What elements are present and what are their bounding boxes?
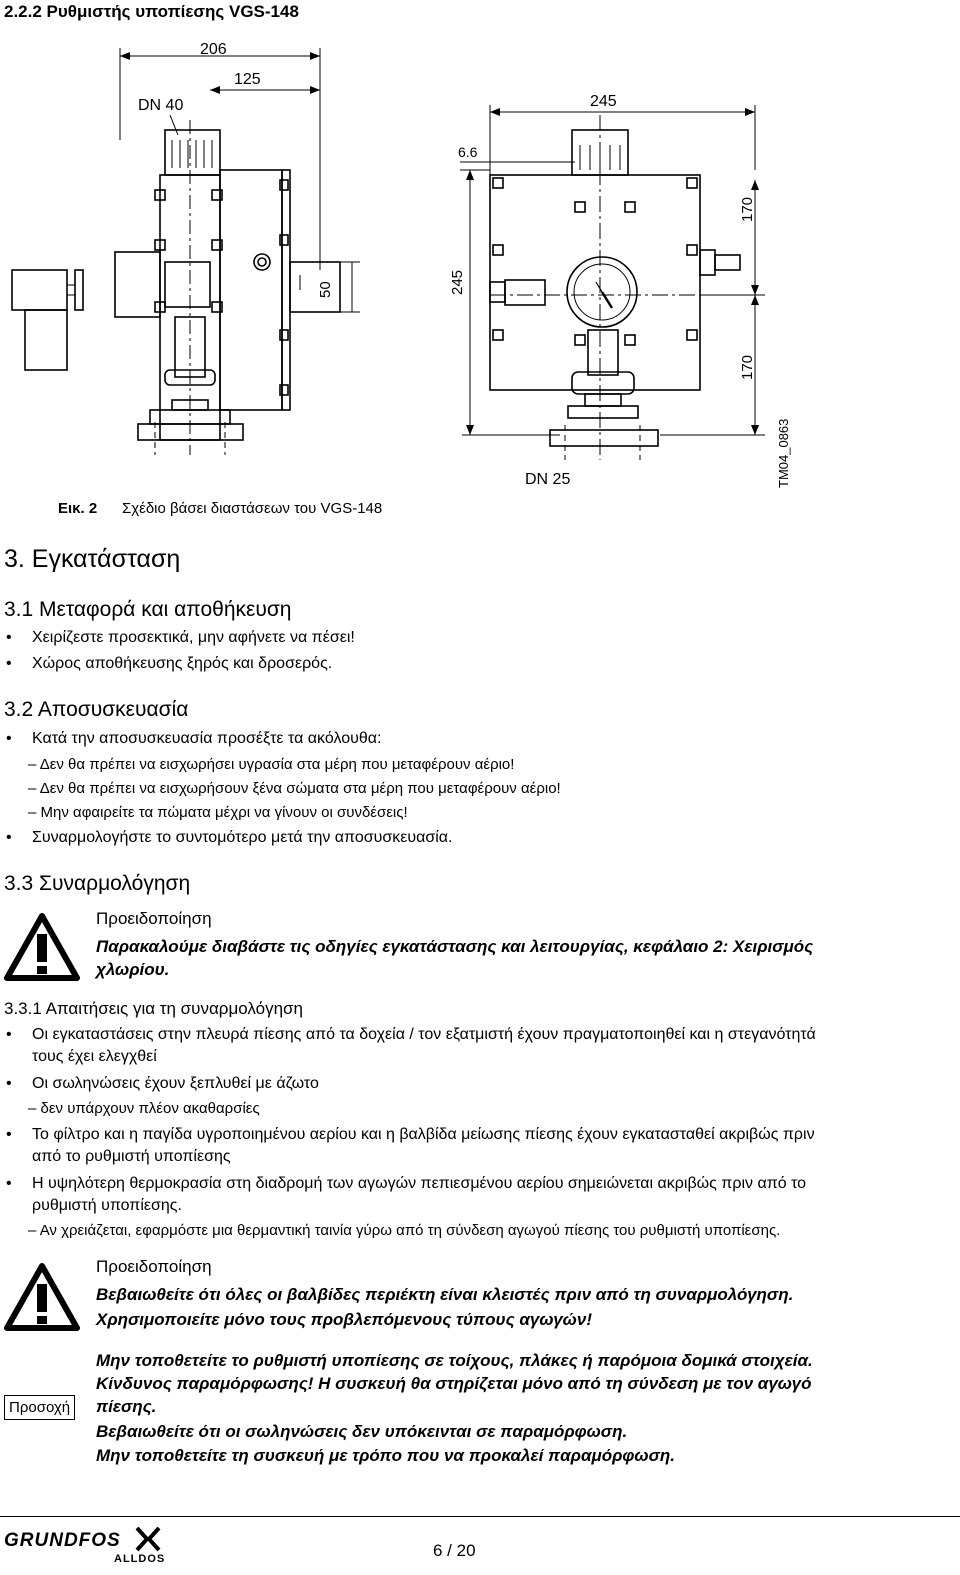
- footer-rule: [0, 1516, 960, 1517]
- warning-icon: [4, 1262, 80, 1332]
- sub-list-item: – Δεν θα πρέπει να εισχωρήσουν ξένα σώματα στα μέρη που μεταφέρουν αέριο!: [28, 780, 561, 797]
- figure-caption: Σχέδιο βάσει διαστάσεων του VGS-148: [122, 500, 383, 517]
- sub-list-item: – Αν χρειάζεται, εφαρμόστε μια θερμαντική ταινία γύρω από τη σύνδεση αγωγού πίεσης του ρυθμιστή υποπίεσης.: [28, 1222, 781, 1239]
- section-3-2-title: 3.2 Αποσυσκευασία: [4, 698, 189, 721]
- warning-text: Παρακαλούμε διαβάστε τις οδηγίες εγκατάστασης και λειτουργίας, κεφάλαιο 2: Χειρισμός: [96, 937, 814, 956]
- sub-list-item: – Δεν θα πρέπει να εισχωρήσει υγρασία στα μέρη που μεταφέρουν αέριο!: [28, 756, 515, 773]
- dim-dn25: DN 25: [525, 471, 571, 488]
- caution-badge: Προσοχή: [4, 1395, 75, 1420]
- section-heading: 2.2.2 Ρυθμιστής υποπίεσης VGS-148: [4, 2, 299, 21]
- dim-170-lower: 170: [739, 354, 756, 380]
- warning-text: χλωρίου.: [96, 960, 170, 979]
- list-item: • Κατά την αποσυσκευασία προσέξτε τα ακόλουθα:: [6, 730, 382, 747]
- section-3-1-title: 3.1 Μεταφορά και αποθήκευση: [4, 598, 292, 621]
- caution-text: Κίνδυνος παραμόρφωσης! Η συσκευή θα στηρίζεται μόνο από τη σύνδεση με τον αγωγό: [96, 1374, 812, 1393]
- section-3-3-1-title: 3.3.1 Απαιτήσεις για τη συναρμολόγηση: [4, 999, 303, 1018]
- dim-170-upper: 170: [739, 196, 756, 222]
- caution-text: Μην τοποθετείτε τη συσκευή με τρόπο που να προκαλεί παραμόρφωση.: [96, 1446, 675, 1465]
- caution-text: Μην τοποθετείτε το ρυθμιστή υποπίεσης σε τοίχους, πλάκες ή παρόμοια δομικά στοιχεία.: [96, 1351, 813, 1370]
- warning-text: Βεβαιωθείτε ότι όλες οι βαλβίδες περιέκτη είναι κλειστές πριν από τη συναρμολόγηση.: [96, 1285, 794, 1304]
- page-number: 6 / 20: [433, 1541, 476, 1560]
- dim-125: 125: [234, 71, 261, 88]
- dim-245-height: 245: [449, 269, 466, 295]
- list-item: • Χειρίζεστε προσεκτικά, μην αφήνετε να πέσει!: [6, 629, 355, 646]
- dim-206: 206: [200, 41, 227, 58]
- brand-mark-icon: [133, 1524, 163, 1554]
- sub-list-item: – Μην αφαιρείτε τα πώματα μέχρι να γίνουν οι συνδέσεις!: [28, 804, 408, 821]
- list-item: • Το φίλτρο και η παγίδα υγροποιημένου αερίου και η βαλβίδα μείωσης πίεσης έχουν εγκατασταθεί ακριβώς πριν από το ρυθμιστή υποπίεσης: [6, 1126, 815, 1165]
- section-3-title: 3. Εγκατάσταση: [4, 545, 181, 573]
- dim-6-6: 6.6: [458, 144, 478, 160]
- warning-title: Προειδοποίηση: [96, 1257, 212, 1276]
- list-item: • Χώρος αποθήκευσης ξηρός και δροσερός.: [6, 655, 333, 672]
- caution-text: πίεσης.: [96, 1397, 157, 1416]
- dim-50: 50: [317, 281, 334, 298]
- list-item: • Οι εγκαταστάσεις στην πλευρά πίεσης από τα δοχεία / τον εξατμιστή έχουν πραγματοποιηθεί και η στεγανότητά τους έχει ελεγχθεί: [6, 1026, 816, 1065]
- sub-brand: ALLDOS: [114, 1553, 166, 1565]
- list-item: • Συναρμολογήστε το συντομότερο μετά την αποσυσκευασία.: [6, 829, 453, 846]
- warning-text: Χρησιμοποιείτε μόνο τους προβλεπόμενους τύπους αγωγών!: [96, 1310, 592, 1329]
- dim-245-width: 245: [590, 93, 617, 110]
- warning-icon: [4, 912, 80, 982]
- warning-title: Προειδοποίηση: [96, 909, 212, 928]
- list-item: • Οι σωληνώσεις έχουν ξεπλυθεί με άζωτο: [6, 1075, 319, 1092]
- brand-logo: GRUNDFOS: [4, 1530, 121, 1551]
- dimension-drawing: [0, 30, 960, 500]
- list-item: • Η υψηλότερη θερμοκρασία στη διαδρομή των αγωγών πεπιεσμένου αερίου σημειώνεται ακριβώς πριν από το ρυθμιστή υποπίεσης.: [6, 1175, 807, 1214]
- drawing-code: TM04_0863: [776, 418, 791, 488]
- caution-text: Βεβαιωθείτε ότι οι σωληνώσεις δεν υπόκεινται σε παραμόρφωση.: [96, 1422, 628, 1441]
- section-3-3-title: 3.3 Συναρμολόγηση: [4, 872, 191, 895]
- dim-dn40: DN 40: [138, 97, 184, 114]
- sub-list-item: – δεν υπάρχουν πλέον ακαθαρσίες: [28, 1100, 260, 1117]
- figure-label: Εικ. 2: [58, 500, 98, 517]
